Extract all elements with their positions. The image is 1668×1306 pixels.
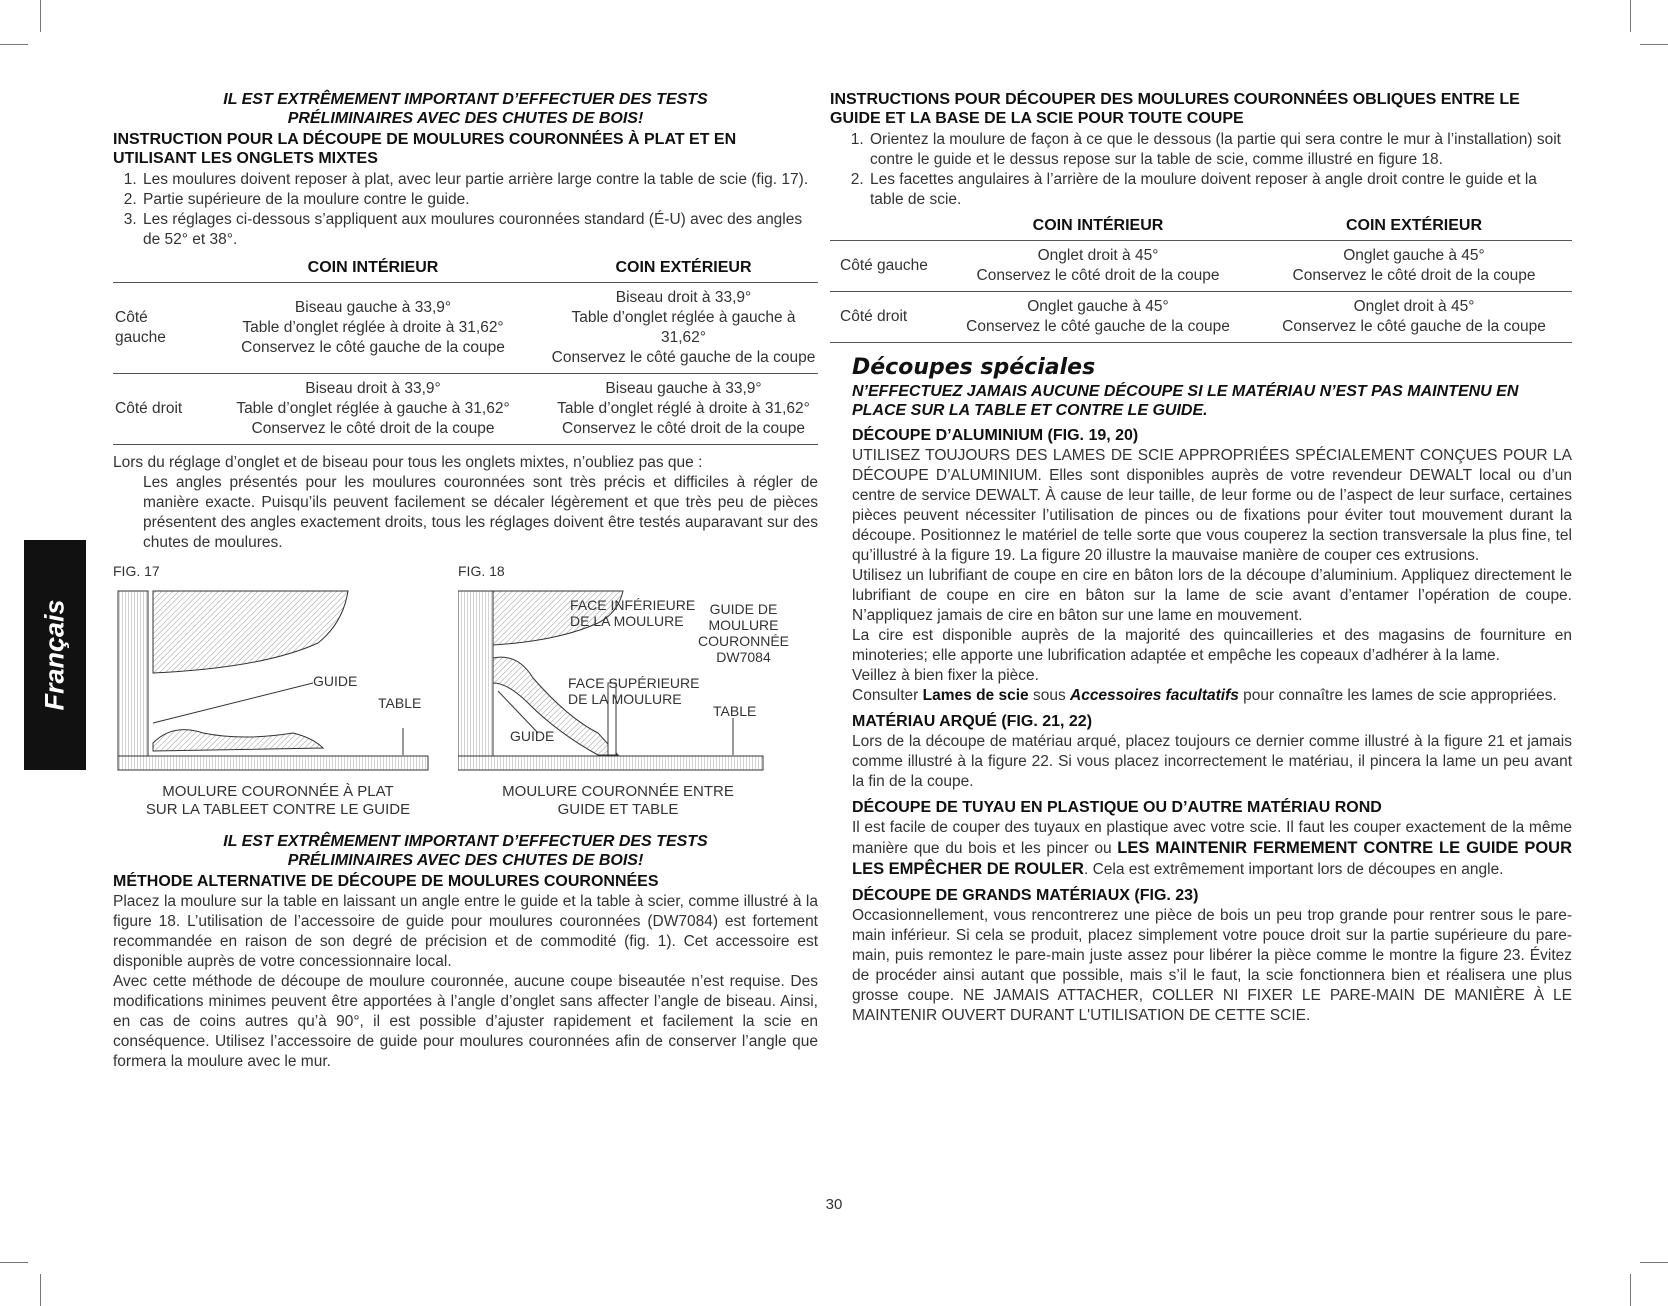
label-line: DW7084 xyxy=(716,649,771,665)
paragraph: La cire est disponible auprès de la majorité des quincailleries et des magasins de fourniture en minoteries; elle apporte une lubrification adaptée et empêche les copeaux d’adhérer à la lame. xyxy=(852,627,1572,664)
fig18-table-label: TABLE xyxy=(713,703,757,719)
saw-table xyxy=(458,756,763,770)
warning-mid xyxy=(113,832,818,870)
caption-line: GUIDE ET TABLE xyxy=(557,801,679,818)
step-item: 2. Les facettes angulaires à l’arrière de la moulure doivent reposer à angle droit contre le guide et la table de scie. xyxy=(868,170,1572,210)
heading-aluminium: DÉCOUPE D’ALUMINIUM (FIG. 19, 20) xyxy=(852,427,1139,444)
step-item: 3. Les réglages ci-dessous s’appliquent aux moulures couronnées standard (É-U) avec des angles de 52° et 38°. xyxy=(141,210,818,250)
outer-cell xyxy=(549,283,818,374)
guide-fence xyxy=(118,591,148,756)
cell-line: Table d’onglet réglé à droite à 31,62° xyxy=(557,400,810,417)
section-warning: N’EFFECTUEZ JAMAIS AUCUNE DÉCOUPE SI LE MATÉRIAU N’EST PAS MAINTENU EN PLACE SUR LA TABLE ET CONTRE LE GUIDE. xyxy=(852,383,1519,419)
heading-grands: DÉCOUPE DE GRANDS MATÉRIAUX (FIG. 23) xyxy=(852,887,1199,904)
table-header-blank xyxy=(830,212,940,241)
cell-line: Conservez le côté droit de la coupe xyxy=(251,420,495,437)
table-row xyxy=(830,241,1572,292)
paragraph xyxy=(852,818,1572,880)
caption-line: MOULURE COURONNÉE ENTRE xyxy=(502,783,734,800)
label-line: MOULURE xyxy=(708,617,779,633)
cell-line: Conservez le côté gauche de la coupe xyxy=(1282,318,1546,335)
text-run: Consulter xyxy=(852,687,923,704)
paragraph xyxy=(852,686,1572,706)
outer-cell xyxy=(1256,292,1572,343)
section-title: Découpes spéciales xyxy=(852,355,1096,380)
row-side: Côté gauche xyxy=(113,283,197,374)
language-tab xyxy=(24,540,86,770)
heading-arque: MATÉRIAU ARQUÉ (FIG. 21, 22) xyxy=(852,713,1093,730)
fig18-caption xyxy=(458,783,778,819)
warning-line: IL EST EXTRÊMEMENT IMPORTANT D’EFFECTUER DES TESTS xyxy=(223,833,708,850)
cell-line: Conservez le côté droit de la coupe xyxy=(1292,267,1536,284)
label-line: GUIDE DE xyxy=(709,601,778,617)
heading-flat-crown: INSTRUCTION POUR LA DÉCOUPE DE MOULURES COURONNÉES À PLAT ET EN UTILISANT LES ONGLETS MIXTES xyxy=(113,131,737,167)
cell-line: Biseau gauche à 33,9° xyxy=(294,299,452,316)
crop-mark xyxy=(1640,1262,1668,1263)
paragraph: Placez la moulure sur la table en laissant un angle entre le guide et la table à scier, comme illustré à la figure 18. L’utilisation de l’accessoire de guide pour moulures couronnées (DW7084) est fortement recommandée en raison de son degré de précision et de commodité (fig. 1). Cet accessoire est disponible auprès de votre concessionnaire local. xyxy=(113,893,818,970)
table-header-outer: COIN EXTÉRIEUR xyxy=(1256,212,1572,241)
paragraph: Utilisez un lubrifiant de coupe en cire en bâton lors de la découpe d’aluminium. Appliquez directement le lubrifiant de coupe en cire en bâton sur la lame de scie avant d’entamer l’opération de coupe. N’appliquez jamais de cire en bâton sur une lame en mouvement. xyxy=(852,567,1572,624)
outer-cell xyxy=(549,374,818,445)
saw-blade xyxy=(153,591,348,673)
cell-line: Conservez le côté droit de la coupe xyxy=(562,420,805,437)
figures-row xyxy=(113,563,818,818)
steps-list xyxy=(830,130,1572,210)
cell-line: Table d’onglet réglée à gauche à 31,62° xyxy=(236,400,510,417)
bold-term: LES MAINTENIR FERMEMENT CONTRE LE GUIDE POUR LES EMPÊCHER DE ROULER xyxy=(852,839,1572,878)
paragraph: Occasionnellement, vous rencontrerez une pièce de bois un peu trop grande pour rentrer sous le pare-main inférieur. Si cela se produit, placez simplement votre pouce droit sur la partie supérieure du pare-main, puis remontez le pare-main juste assez pour libérer la pièce comme le montre la figure 23. Évitez de procéder ainsi autant que possible, mais s’il le faut, la scie fonctionnera bien et réalisera une plus grosse coupe. NE JAMAIS ATTACHER, COLLER NI FIXER LE PARE-MAIN DE MANIÈRE À LE MAINTENIR OUVERT DURANT L'UTILISATION DE CETTE SCIE. xyxy=(852,907,1572,1024)
inner-cell xyxy=(197,283,549,374)
cell-line: Biseau droit à 33,9° xyxy=(615,289,752,306)
crop-mark xyxy=(1640,44,1668,45)
label-line: DE LA MOULURE xyxy=(570,613,684,629)
table-row xyxy=(830,292,1572,343)
fig18-face-inf xyxy=(570,597,695,629)
bold-term: Lames de scie xyxy=(922,687,1029,704)
fig18-face-sup xyxy=(568,675,699,707)
outer-cell xyxy=(1256,241,1572,292)
table-row xyxy=(113,374,818,445)
inner-cell xyxy=(197,374,549,445)
text-run: . Cela est extrêmement important lors de découpes en angle. xyxy=(1083,861,1504,878)
inner-cell xyxy=(940,241,1256,292)
page-number: 30 xyxy=(825,1196,843,1213)
figure-17 xyxy=(113,563,443,818)
cell-line: Table d’onglet réglée à gauche à 31,62° xyxy=(571,309,796,346)
fig18-guide-mc xyxy=(698,601,789,665)
note-intro: Lors du réglage d’onglet et de biseau pour tous les onglets mixtes, n’oubliez pas que : xyxy=(113,454,703,471)
step-item: 1. Les moulures doivent reposer à plat, avec leur partie arrière large contre la table de scie (fig. 17). xyxy=(141,170,818,190)
cell-line: Biseau gauche à 33,9° xyxy=(605,380,762,397)
cell-line: Table d’onglet réglée à droite à 31,62° xyxy=(242,319,504,336)
fig18-label: FIG. 18 xyxy=(458,563,505,579)
bold-italic-term: Accessoires facultatifs xyxy=(1070,687,1239,704)
fig17-caption xyxy=(113,783,443,819)
fig17-table-label: TABLE xyxy=(378,695,422,711)
cell-line: Conservez le côté gauche de la coupe xyxy=(241,339,505,356)
saw-table xyxy=(118,756,428,770)
crop-mark xyxy=(1630,0,1631,32)
cell-line: Conservez le côté gauche de la coupe xyxy=(966,318,1230,335)
special-cuts-body xyxy=(830,382,1572,1026)
warning-line: IL EST EXTRÊMEMENT IMPORTANT D’EFFECTUER DES TESTS xyxy=(223,91,708,108)
table-header-outer: COIN EXTÉRIEUR xyxy=(549,254,818,283)
paragraph: Lors de la découpe de matériau arqué, placez toujours ce dernier comme illustré à la figure 21 et jamais comme illustré à la figure 22. Si vous placez incorrectement le matériau, il pincera la lame un peu avant la fin de la coupe. xyxy=(852,733,1572,790)
figure-18 xyxy=(458,563,818,818)
fig17-drawing xyxy=(113,583,443,783)
note-body: Les angles présentés pour les moulures couronnées sont très précis et difficiles à régler de manière exacte. Puisqu’ils peuvent facilement se décaler légèrement et que très peu de pièces présentent des angles exactement droits, tous les réglages doivent être testés auparavant sur des chutes de moulures. xyxy=(143,474,818,551)
guide-fence xyxy=(458,591,493,756)
right-column xyxy=(830,90,1572,1026)
text-run: sous xyxy=(1028,687,1070,704)
language-tab-label: Français xyxy=(39,599,70,711)
crop-mark xyxy=(0,1262,28,1263)
step-item: 2. Partie supérieure de la moulure contre le guide. xyxy=(141,190,818,210)
warning-line: PRÉLIMINAIRES AVEC DES CHUTES DE BOIS! xyxy=(287,110,644,127)
table-header-blank xyxy=(113,254,197,283)
cell-line: Conservez le côté gauche de la coupe xyxy=(551,349,816,366)
text-run: pour connaître les lames de scie appropriées. xyxy=(1238,687,1557,704)
paragraph: Avec cette méthode de découpe de moulure couronnée, aucune coupe biseautée n’est requise. Des modifications minimes peuvent être apportées à l’angle d’onglet sans affecter l’angle de biseau. Ainsi, en cas de coins autres qu’à 90°, il est possible d’ajuster rapidement et facilement la scie en conséquence. Utilisez l’accessoire de guide pour moulures couronnées afin de conserver l’angle que formera la moulure avec le mur. xyxy=(113,973,818,1070)
label-line: FACE SUPÉRIEURE xyxy=(568,675,700,691)
caption-line: SUR LA TABLEET CONTRE LE GUIDE xyxy=(145,801,411,818)
heading-tuyau: DÉCOUPE DE TUYAU EN PLASTIQUE OU D’AUTRE MATÉRIAU ROND xyxy=(852,799,1382,816)
heading-alt-method: MÉTHODE ALTERNATIVE DE DÉCOUPE DE MOULURES COURONNÉES xyxy=(113,873,659,890)
label-line: COURONNÉE xyxy=(698,633,790,649)
table-header-inner: COIN INTÉRIEUR xyxy=(940,212,1256,241)
miter-table xyxy=(830,212,1572,343)
crop-mark xyxy=(0,44,28,45)
cell-line: Onglet droit à 45° xyxy=(1353,298,1475,315)
cell-line: Biseau droit à 33,9° xyxy=(305,380,441,397)
cell-line: Onglet gauche à 45° xyxy=(1343,247,1485,264)
row-side: Côté droit xyxy=(830,292,940,343)
table-header-inner: COIN INTÉRIEUR xyxy=(197,254,549,283)
heading-oblique-crown: INSTRUCTIONS POUR DÉCOUPER DES MOULURES COURONNÉES OBLIQUES ENTRE LE GUIDE ET LA BASE DE LA SCIE POUR TOUTE COUPE xyxy=(830,91,1520,127)
fig17-label: FIG. 17 xyxy=(113,563,160,579)
table-row xyxy=(113,283,818,374)
cell-line: Conservez le côté droit de la coupe xyxy=(976,267,1220,284)
warning-top xyxy=(113,90,818,128)
cell-line: Onglet gauche à 45° xyxy=(1027,298,1169,315)
label-line: FACE INFÉRIEURE xyxy=(570,597,696,613)
fig18-guide-label: GUIDE xyxy=(510,728,555,744)
left-column xyxy=(113,90,818,1072)
row-side: Côté gauche xyxy=(830,241,940,292)
warning-line: PRÉLIMINAIRES AVEC DES CHUTES DE BOIS! xyxy=(287,852,644,869)
row-side: Côté droit xyxy=(113,374,197,445)
compound-miter-table xyxy=(113,254,818,445)
crop-mark xyxy=(40,1274,41,1306)
inner-cell xyxy=(940,292,1256,343)
crop-mark xyxy=(40,0,41,32)
step-item: 1. Orientez la moulure de façon à ce que le dessous (la partie qui sera contre le mur à l’installation) soit contre le guide et le dessus repose sur la table de scie, comme illustré en figure 18. xyxy=(868,130,1572,170)
text-run: Il est facile de couper des tuyaux en plastique avec votre scie. Il faut les couper exactement de la même manière que du bois et les pincer ou xyxy=(852,819,1572,857)
caption-line: MOULURE COURONNÉE À PLAT xyxy=(162,783,394,800)
crop-mark xyxy=(1630,1274,1631,1306)
fig17-guide-label: GUIDE xyxy=(313,673,358,689)
paragraph: UTILISEZ TOUJOURS DES LAMES DE SCIE APPROPRIÉES SPÉCIALEMENT CONÇUES POUR LA DÉCOUPE D’ALUMINIUM. Elles sont disponibles auprès de votre revendeur DEWALT local ou d’un centre de service DEWALT. À cause de leur taille, de leur forme ou de l’aspect de leur surface, certaines pièces peuvent nécessiter l’utilisation de pinces ou de fixations pour éviter tout mouvement durant la découpe. Positionnez le matériel de telle sorte que vous couperez la section transversale la plus fine, tel qu’illustré à la figure 19. La figure 20 illustre la mauvaise manière de couper ces extrusions. xyxy=(852,447,1572,564)
steps-list xyxy=(113,170,818,250)
paragraph: Veillez à bien fixer la pièce. xyxy=(852,667,1039,684)
cell-line: Onglet droit à 45° xyxy=(1037,247,1159,264)
label-line: DE LA MOULURE xyxy=(568,691,682,707)
crown-molding xyxy=(153,730,323,751)
